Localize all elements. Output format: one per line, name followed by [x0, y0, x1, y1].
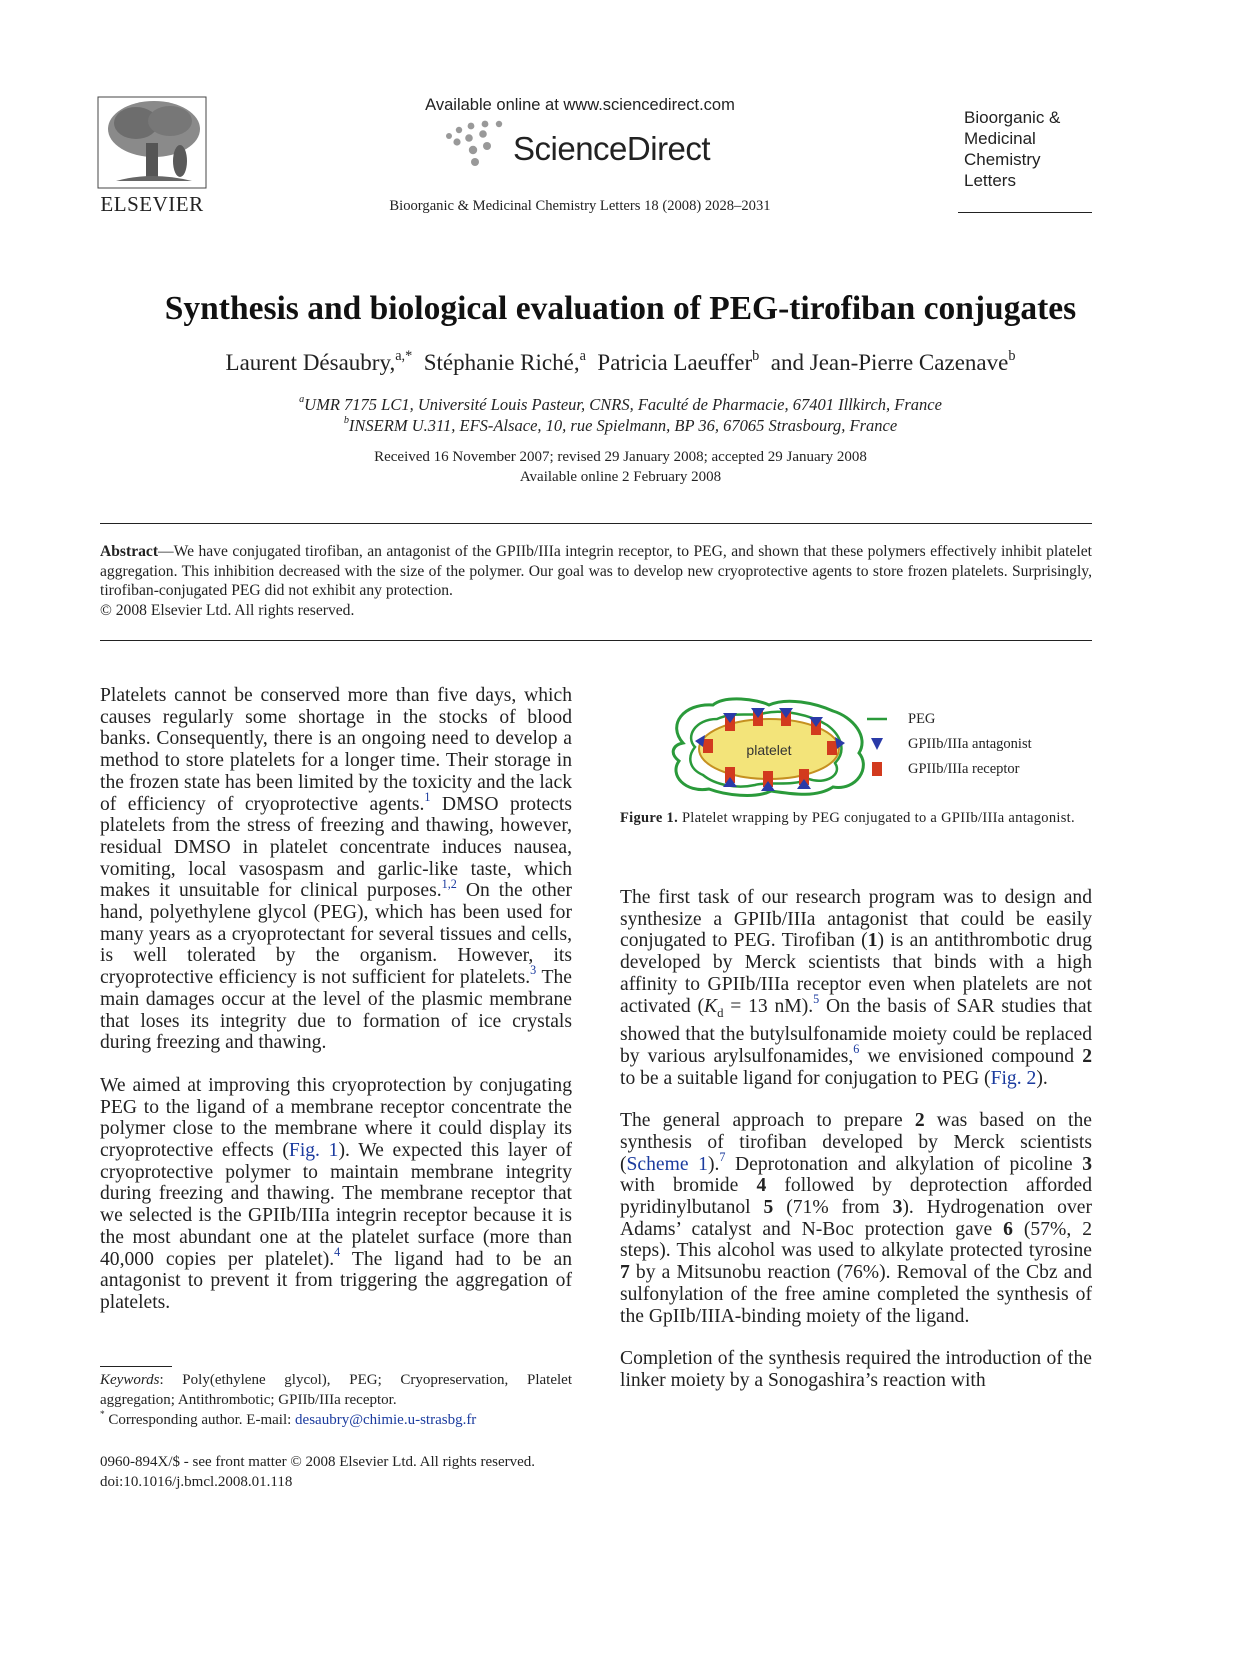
figure-link[interactable]: Fig. 1	[288, 1140, 339, 1162]
journal-citation: Bioorganic & Medicinal Chemistry Letters 18 (2008) 2028–2031	[389, 198, 771, 214]
doi-line: doi:10.1016/j.bmcl.2008.01.118	[100, 1474, 293, 1490]
elsevier-tree-icon	[96, 95, 208, 190]
legend-receptor: GPIIb/IIIa receptor	[908, 761, 1020, 777]
keywords: Keywords: Poly(ethylene glycol), PEG; Cryopreservation, Platelet aggregation; Antithrombotic; GPIIb/IIIa receptor.	[100, 1372, 572, 1408]
paragraph: The general approach to prepare 2 was based on the synthesis of tirofiban developed by Merck scientists (Scheme 1).$^7$ Deprotonation and alkylation of picoline 3 with bromide 4 followed by deprotection afforded pyridinylbutanol 5 (71% from 3). Hydrogenation over Adams’ catalyst and N-Boc protection gave 6 (57%, 2 steps). This alcohol was used to alkylate protected tyrosine 7 by a Mitsunobu reaction (76%). Removal of the Cbz and sulfonylation of the free amine completed the synthesis of the GpIIb/IIIA-binding moiety of the ligand.	[620, 1110, 1092, 1327]
affiliations	[60, 394, 1181, 436]
receptor-legend-icon	[871, 761, 883, 777]
figure-link[interactable]: Fig. 2	[990, 1067, 1037, 1089]
ref-link[interactable]: 6	[853, 1042, 860, 1057]
author: Stéphanie Riché,$^a$	[423, 347, 586, 375]
ref-link[interactable]: 7	[719, 1149, 726, 1164]
journal-name-line: Medicinal	[964, 129, 1036, 148]
scheme-link[interactable]: Scheme 1	[626, 1153, 708, 1175]
publisher-name: ELSEVIER	[100, 192, 204, 216]
journal-name-line: Bioorganic &	[964, 108, 1061, 127]
paragraph: Completion of the synthesis required the introduction of the linker moiety by a Sonogashira’s reaction with	[620, 1348, 1092, 1391]
corresponding-author: * Corresponding author. E-mail: desaubry@chimie.u-strasbg.fr	[100, 1410, 477, 1428]
platelet-diagram	[665, 695, 865, 805]
journal-name-line: Letters	[964, 171, 1016, 190]
affiliation: $^b$INSERM U.311, EFS-Alsace, 10, rue Spielmann, BP 36, 67065 Strasbourg, France	[343, 415, 898, 435]
article-dates	[60, 447, 1181, 487]
right-column	[620, 887, 1092, 1413]
abstract-text: We have conjugated tirofiban, an antagonist of the GPIIb/IIIa integrin receptor, to PEG, and shown that these polymers effectively inhibit platelet aggregation. This inhibition decreased with the size of the polymer. Our goal was to develop new cryoprotective agents to store frozen platelets. Surprisingly, tirofiban-conjugated PEG did not exhibit any protection.	[100, 543, 1092, 599]
abstract-top-rule	[100, 523, 1092, 524]
received-dates: Received 16 November 2007; revised 29 January 2008; accepted 29 January 2008	[374, 449, 867, 465]
figure-1	[620, 695, 1092, 855]
legend-antagonist: GPIIb/IIIa antagonist	[908, 736, 1032, 752]
abstract-bottom-rule	[100, 640, 1092, 641]
available-online: Available online at www.sciencedirect.com	[425, 96, 735, 114]
abstract-label: Abstract	[100, 543, 159, 560]
ref-link[interactable]: 1	[424, 789, 431, 804]
author-list	[60, 347, 1181, 376]
antagonist-legend-icon	[870, 737, 884, 751]
author: Laurent Désaubry,$^{a,*}$	[225, 347, 413, 375]
sciencedirect-dots-icon	[443, 120, 513, 166]
affiliation: $^a$UMR 7175 LC1, Université Louis Pasteur, CNRS, Faculté de Pharmacie, 67401 Illkirch, France	[299, 394, 942, 414]
sciencedirect-wordmark: ScienceDirect	[513, 130, 711, 167]
paragraph: The first task of our research program was to design and synthesize a GPIIb/IIIa antagonist that could be easily conjugated to PEG. Tirofiban (1) is an antithrombotic drug developed by Merck scientists that binds with a high affinity to GPIIb/IIIa receptor even when platelets are not activated ($K_d = 13$ nM).$^5$ On the basis of SAR studies that showed that the butylsulfonamide moiety could be replaced by various arylsulfonamides,$^6$ we envisioned compound 2 to be a suitable ligand for conjugation to PEG (Fig. 2).	[620, 887, 1093, 1089]
platelet-label: platelet	[746, 742, 792, 758]
author: Patricia Laeuffer$^b$	[597, 347, 760, 375]
peg-legend-icon	[865, 714, 889, 724]
issn-line: 0960-894X/$ - see front matter © 2008 Elsevier Ltd. All rights reserved.	[100, 1454, 536, 1470]
left-column	[100, 685, 572, 1335]
abstract-copyright: © 2008 Elsevier Ltd. All rights reserved.	[100, 601, 355, 619]
journal-rule	[958, 212, 1092, 213]
ref-link[interactable]: 1,2	[441, 876, 457, 891]
legend-peg: PEG	[908, 711, 936, 727]
paragraph: Platelets cannot be conserved more than five days, which causes regularly some shortage in the stocks of blood banks. Consequently, there is an ongoing need to develop a method to store platelets for a longer time. Their storage in the frozen state has been limited by the toxicity and the lack of efficiency of cryoprotective agents.$^1$ DMSO protects platelets from the stress of freezing and thawing, however, residual DMSO in platelet concentrate induces nausea, vomiting, local vasospasm and garlic-like taste, which makes it unsuitable for clinical purposes.$^{1,2}$ On the other hand, polyethylene glycol (PEG), which has been used for many years as a cryoprotectant for several tissues and cells, is well tolerated by the organism. However, its cryoprotective efficiency is not sufficient for platelets.$^3$ The main damages occur at the level of the plasmic membrane that loses its integrity due to formation of ice crystals during freezing and thawing.	[100, 685, 572, 1054]
abstract: Abstract—We have conjugated tirofiban, an antagonist of the GPIIb/IIIa integrin receptor, to PEG, and shown that these polymers effectively inhibit platelet aggregation. This inhibition decreased with the size of the polymer. Our goal was to develop new cryoprotective agents to store frozen platelets. Surprisingly, tirofiban-conjugated PEG did not exhibit any protection. © 2008 Elsevier Ltd. All rights reserved.	[100, 543, 1092, 619]
ref-link[interactable]: 4	[334, 1244, 341, 1259]
journal-name	[964, 107, 1060, 191]
paragraph: We aimed at improving this cryoprotection by conjugating PEG to the ligand of a membrane receptor concentrate the polymer close to the membrane where it could display its cryoprotective effects (Fig. 1). We expected this layer of cryoprotective polymer to maintain membrane integrity during freezing and thawing. The membrane receptor that we selected is the GPIIb/IIIa integrin receptor because it is the most abundant one at the platelet surface (more than 40,000 copies per platelet).$^4$ The ligand had to be an antagonist to prevent it from triggering the aggregation of platelets.	[100, 1074, 573, 1313]
author: and Jean-Pierre Cazenave$^b$	[770, 347, 1016, 375]
journal-name-line: Chemistry	[964, 150, 1041, 169]
page-title: Synthesis and biological evaluation of PEG-tirofiban conjugates	[164, 290, 1077, 327]
email-link[interactable]: desaubry@chimie.u-strasbg.fr	[295, 1412, 477, 1428]
online-date: Available online 2 February 2008	[519, 469, 722, 485]
front-matter	[100, 1452, 620, 1492]
elsevier-logo	[96, 95, 208, 215]
ref-link[interactable]: 5	[813, 991, 820, 1006]
footnote-rule	[100, 1366, 172, 1367]
footnotes	[100, 1370, 572, 1430]
ref-link[interactable]: 3	[530, 963, 537, 978]
sciencedirect-logo	[443, 120, 743, 172]
figure-1-caption: Figure 1. Platelet wrapping by PEG conjugated to a GPIIb/IIIa antagonist.	[620, 810, 1075, 826]
